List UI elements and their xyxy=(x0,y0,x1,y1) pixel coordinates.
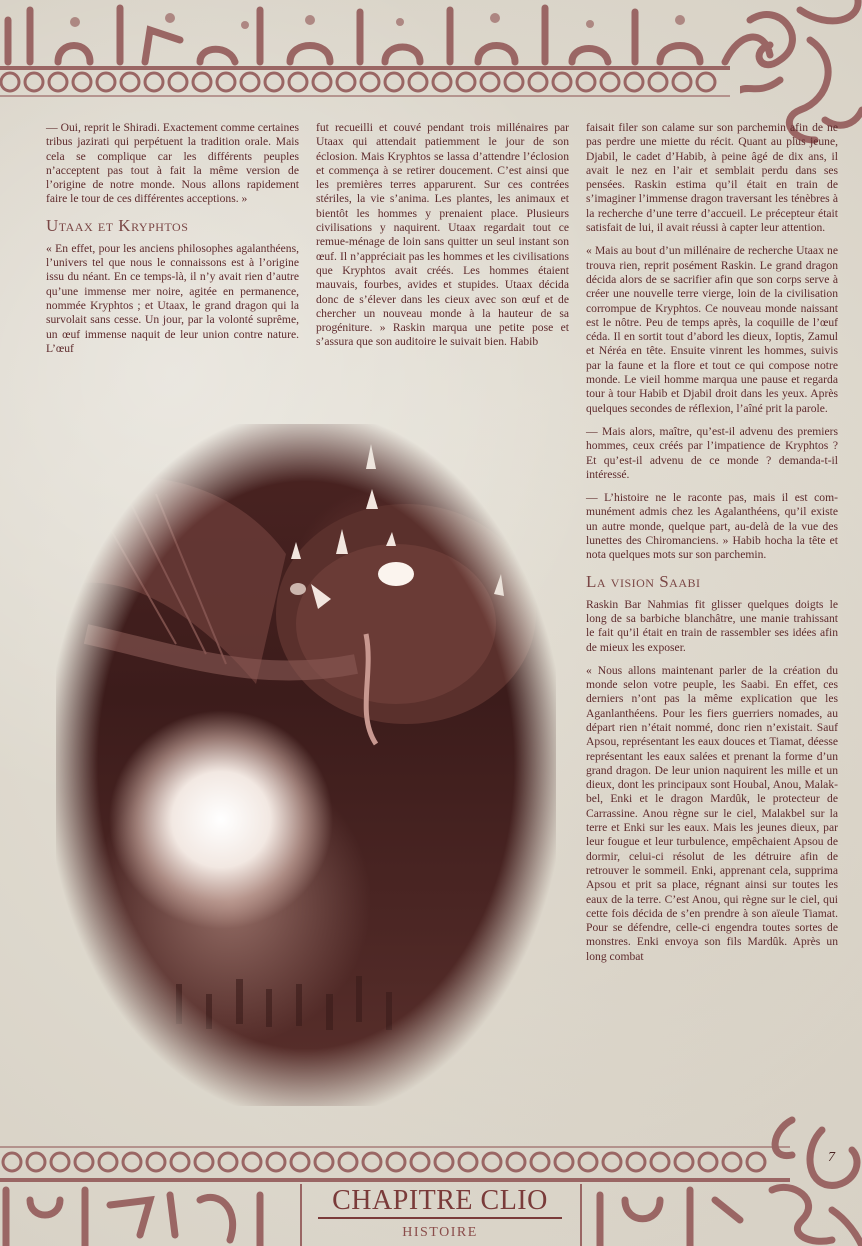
text-column-3 xyxy=(586,121,838,973)
section-heading-utaax-kryphtos: Utaax et Kryphtos xyxy=(46,215,189,235)
paragraph: — Oui, reprit le Shiradi. Exactement comme certaines tribus jazirati qui perpétuent la tradition orale. Mais cela se complique car les différents peuples n’acceptent pas tout à fait la même version de l’origine de notre monde. Nous allons rapidement faire le tour de ces différentes acceptions. » xyxy=(46,121,299,206)
dragon-icon xyxy=(56,424,556,1106)
text-column-1 xyxy=(46,121,299,365)
text-column-2 xyxy=(316,121,569,359)
paragraph: « Mais au bout d’un millénaire de recherche Utaax ne trouva rien, reprit posément Raskin. Le grand dragon décida alors de se sacrifier afin que son corps serve à créer une nouvelle terre vierge, loin de la civilisation corrompue de Kryphtos. Ce nouveau monde naissant est le nôtre. Peu de temps après, la coquille de l’œuf céda. Il en sortit tout d’abord les dieux, Ioptis, Zamul et Néréa en tête. Ensuite vinrent les hommes, suivis par la faune et la flore et tout ce qui compose notre monde. Le vieil homme marqua une pause et regarda tour à tour Habib et Djabil droit dans les yeux. Après quelques secondes de réflexion, l’aîné prit la parole. xyxy=(586,244,838,415)
top-calligraphy-border xyxy=(0,0,862,110)
paragraph: Raskin Bar Nahmias fit glisser quelques doigts le long de sa barbiche blanchâtre, une manie trahissant le fait qu’il était en train de rassembler ses idées afin de mieux les exposer. xyxy=(586,597,838,654)
section-heading-vision-saabi: La vision Saabi xyxy=(586,571,701,591)
paragraph: — Mais alors, maître, qu’est-il advenu des premiers hommes, ceux créés par l’impatience de Kryphtos ? Et qu’est-il advenu de ce monde ? demanda-t-il intéressé. xyxy=(586,424,838,481)
paragraph: faisait filer son calame sur son parchemin afin de ne pas perdre une miette du récit. Quant au plus jeune, Djabil, le cadet d’Habib, à peine âgé de dix ans, il avait le nez en l’air et semblait perdu dans ses pensées. Raskin estima qu’il était en train de s’imaginer l’immense dragon traversant les ténèbres à la recherche d’une terre d’accueil. Le précepteur était satisfait de lui, il avait réussi à capter leur attention. xyxy=(586,121,838,235)
paragraph: « Nous allons maintenant parler de la création du monde selon votre peuple, les Saabi. En effet, ces derniers n’ont pas la même explication que les Aganlanthéens. Pour les fiers guerriers nomades, au départ rien n’était nommé, donc rien n’existait. Sauf Apsou, représentant les eaux douces et Tiamat, déesse représentant les eaux salées et prenant la forme d’un grand dragon. De leur union naquirent les mille et un dieux, dont les principaux sont Houbal, Anou, Malakbel, Enki et le dragon Mardûk, le protecteur de Carrassine. Anou règne sur le ciel, Malakbel sur la terre et Enki sur les eaux. Mais les jeunes dieux, par leur fougue et leur turbulence, empêchaient Apsou de dormir, celui-ci résolut de les détruire afin de retrouver le sommeil. Enki, apprenant cela, supprima Apsou et prit sa place, régnant ainsi sur toutes les eaux de la terre. C’est Anou, qui règne sur le ciel, qui cette fois décida de s’en prendre à son aïeule Tiamat. Pour se défendre, celle-ci engendra toutes sortes de monstres. Enki envoya son fils Mardûk. Après un long combat xyxy=(586,663,838,963)
chapter-subtitle: HISTOIRE xyxy=(402,1225,478,1240)
paragraph: — L’histoire ne le raconte pas, mais il est communément admis chez les Agalanthéens, qu’il existe un autre monde, quelque part, au-delà de la vue des lunettes des Chiromanciens. » Habib hocha la tête et nota quelques mots sur son parchemin. xyxy=(586,491,838,562)
paragraph: fut recueilli et couvé pendant trois millénaires par Utaax qui attendait patiemment le jour de son éclosion. Mais Kryphtos se lassa d’attendre l’éclosion et commença à se retirer doucement. C’est ainsi que les premières terres apparurent. Sur ces contrées stériles, la vie s’anima. Les plantes, les animaux et bientôt les hommes y prenaient place. Plusieurs civilisations y naquirent. Utaax regardait tout ce remue-ménage de loin sans quitter un seul instant son œuf. Il n’appréciait pas les hommes et les civilisations que Kryphtos avait créés. Les hommes étaient mauvais, fourbes, avides et stupides. Utaax décida donc de s’élever dans les cieux avec son œuf et de chercher un nouveau monde à la hauteur de sa progéniture. » Raskin marqua une petite pose et s’assura que son auditoire le suivait bien. Habib xyxy=(316,121,569,349)
bottom-right-corner-ornament xyxy=(752,1110,862,1246)
paragraph: « En effet, pour les anciens philosophes agalanthéens, l’univers tel que nous le connaissons est à l’origine issu du néant. En ce temps-là, il n’y avait rien d’autre qu’une immense mer noire, agitée en permanence, nommée Kryphtos ; et Utaax, le grand dragon qui la survolait sans cesse. Un jour, par la volonté suprême, un œuf immense naquit de leur union contre nature. L’œuf xyxy=(46,241,299,355)
dragon-illustration xyxy=(56,424,556,1106)
chapter-title: CHAPITRE CLIO xyxy=(318,1186,562,1219)
page-number: 7 xyxy=(828,1150,835,1165)
